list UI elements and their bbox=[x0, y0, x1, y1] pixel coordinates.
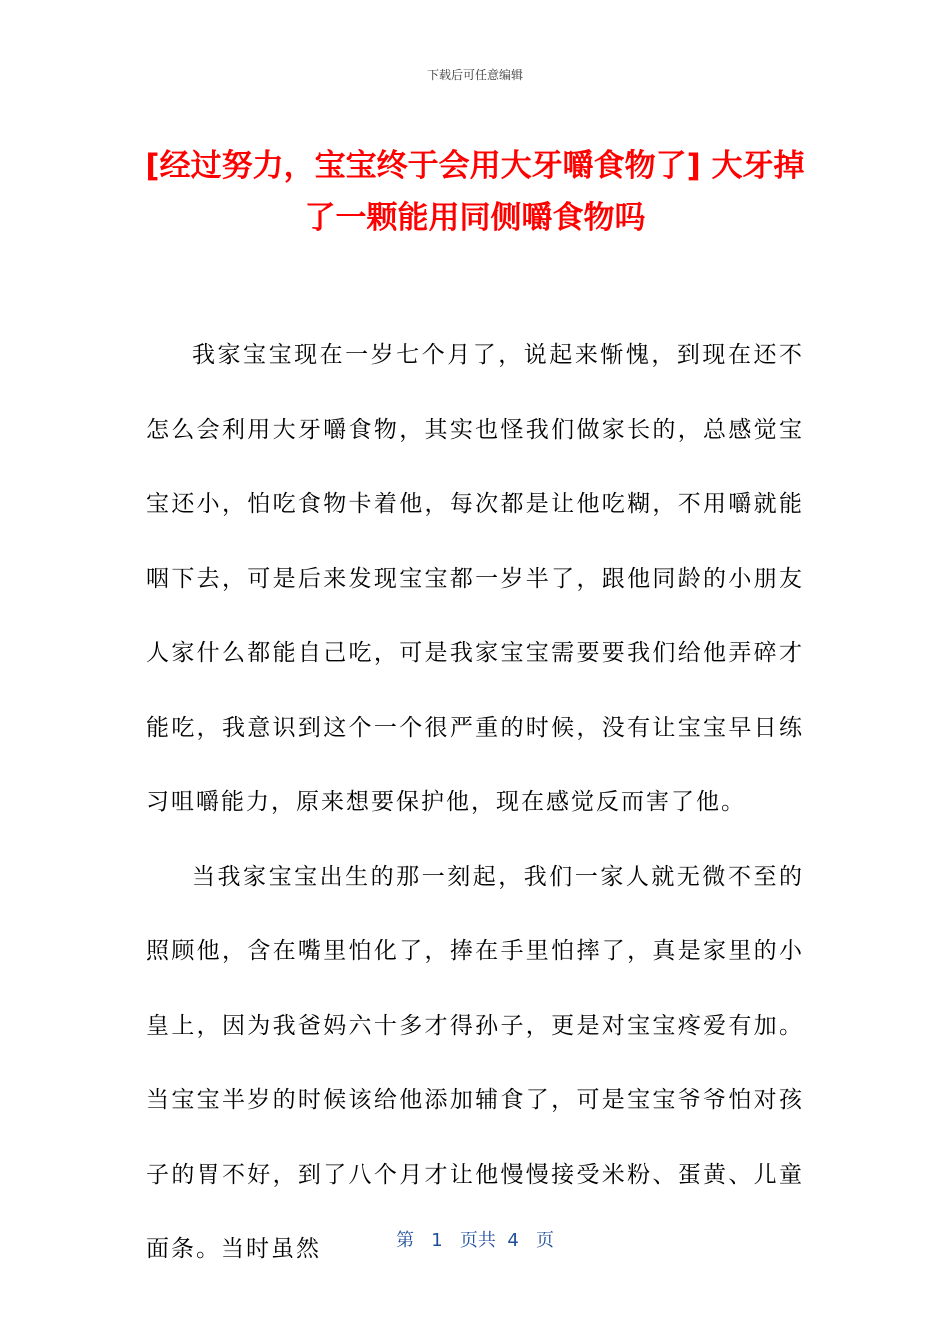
paragraph-2: 当我家宝宝出生的那一刻起，我们一家人就无微不至的照顾他，含在嘴里怕化了，捧在手里怕摔了，真是家里的小皇上，因为我爸妈六十多才得孙子，更是对宝宝疼爱有加。当宝宝半岁的时候该给他添加辅食了，可是宝宝爷爷怕对孩子的胃不好，到了八个月才让他慢慢接受米粉、蛋黄、儿童面条。当时虽然 bbox=[146, 863, 804, 1262]
document-title: [经过努力，宝宝终于会用大牙嚼食物了] 大牙掉了一颗能用同侧嚼食物吗 bbox=[145, 148, 805, 236]
footer-total-pages: 4 bbox=[507, 1230, 519, 1251]
page-header-note: 下载后可任意编辑 bbox=[426, 68, 523, 82]
footer-page-prefix: 第 bbox=[396, 1230, 415, 1251]
footer-page-number: 1 bbox=[431, 1230, 443, 1251]
page-footer bbox=[0, 1226, 950, 1252]
footer-page-mid: 页共 bbox=[459, 1230, 496, 1251]
paragraph-1: 我家宝宝现在一岁七个月了，说起来惭愧，到现在还不怎么会利用大牙嚼食物，其实也怪我们做家长的，总感觉宝宝还小，怕吃食物卡着他，每次都是让他吃糊，不用嚼就能咽下去，可是后来发现宝宝都一岁半了，跟他同龄的小朋友人家什么都能自己吃，可是我家宝宝需要要我们给他弄碎才能吃，我意识到这个一个很严重的时候，没有让宝宝早日练习咀嚼能力，原来想要保护他，现在感觉反而害了他。 bbox=[146, 342, 804, 815]
document-body bbox=[146, 318, 804, 1287]
footer-page-suffix: 页 bbox=[535, 1230, 554, 1251]
